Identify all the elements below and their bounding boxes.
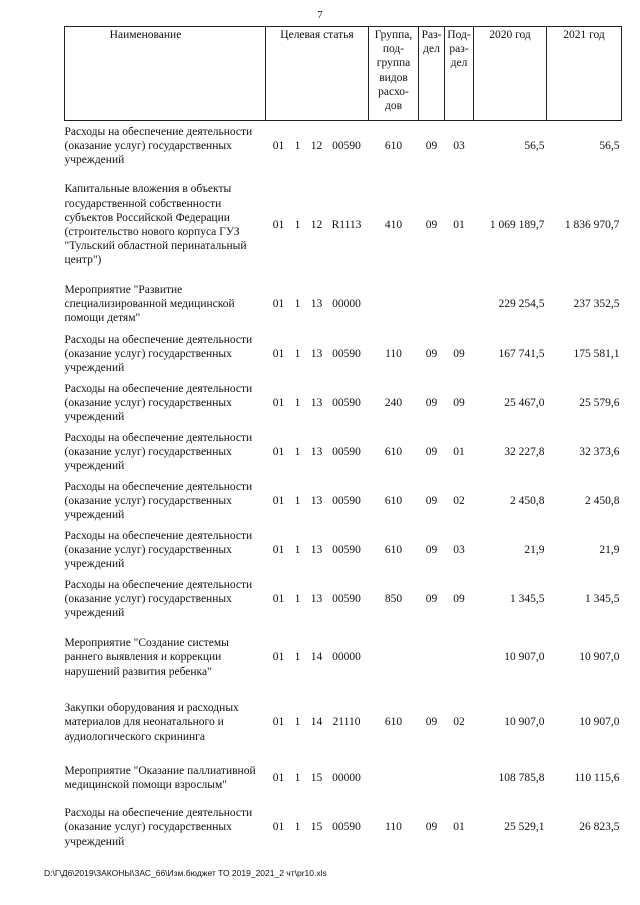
row-subsection: 03 (453, 543, 465, 556)
row-target-code (266, 803, 369, 853)
table-row (65, 692, 622, 754)
row-amount-2021: 175 581,1 (573, 347, 620, 360)
target-code-part: 01 (272, 140, 285, 153)
row-group (369, 754, 419, 803)
row-group: 610 (384, 494, 403, 507)
row-name: Мероприятие "Создание системы раннего выявления и коррекции нарушений развития ребенка" (64, 637, 229, 678)
row-target-code (266, 575, 369, 624)
target-code-part: 01 (272, 543, 285, 556)
row-amount-2021: 56,5 (599, 140, 620, 153)
row-section: 09 (425, 821, 438, 834)
row-name: Расходы на обеспечение деятельности (оказание услуг) государственных учреждений (64, 431, 253, 473)
target-code-part: 1 (294, 218, 301, 231)
target-code-part: 01 (272, 494, 285, 507)
row-target-code (266, 172, 369, 279)
row-target-code (266, 330, 369, 379)
target-code-part: 1 (294, 592, 301, 605)
row-name: Расходы на обеспечение деятельности (оказание услуг) государственных учреждений (64, 333, 253, 375)
row-section (419, 754, 445, 803)
row-target-code (266, 121, 369, 172)
target-code-part: 1 (294, 445, 301, 458)
row-subsection: 09 (453, 347, 465, 360)
row-amount-2021: 110 115,6 (574, 771, 620, 784)
target-code-part: 00590 (332, 396, 361, 409)
target-code-part: 01 (272, 651, 285, 664)
row-subsection: 02 (453, 716, 465, 729)
row-amount-2021: 25 579,6 (579, 396, 620, 409)
row-group: 240 (384, 396, 403, 409)
target-code-part: 1 (294, 140, 301, 153)
row-name: Мероприятие "Развитие специализированной медицинской помощи детям" (64, 283, 235, 325)
row-section: 09 (425, 494, 438, 507)
target-code-part: 14 (310, 716, 323, 729)
target-code-part: 1 (294, 494, 301, 507)
table-row (65, 330, 622, 379)
target-code-part: 13 (310, 494, 323, 507)
row-amount-2020: 2 450,8 (510, 494, 545, 507)
target-code-part: 1 (294, 651, 301, 664)
header-subsection: Под-раз-дел (445, 27, 474, 121)
target-code-part: 13 (310, 592, 323, 605)
row-group: 610 (384, 445, 403, 458)
target-code-part: 13 (310, 396, 323, 409)
header-section: Раз-дел (419, 27, 445, 121)
row-target-code (266, 428, 369, 477)
table-row (65, 477, 622, 526)
target-code-part: R1113 (331, 218, 362, 231)
header-name: Наименование (65, 27, 266, 121)
row-amount-2020: 10 907,0 (504, 651, 545, 664)
row-target-code (266, 754, 369, 803)
table-row (65, 754, 622, 803)
row-section: 09 (425, 140, 438, 153)
row-amount-2020: 56,5 (524, 140, 545, 153)
target-code-part: 1 (294, 771, 301, 784)
row-amount-2020: 229 254,5 (498, 297, 545, 310)
target-code-part: 00590 (332, 592, 361, 605)
target-code-part: 13 (310, 445, 323, 458)
target-code-part: 1 (294, 297, 301, 310)
row-group: 410 (384, 218, 403, 231)
row-amount-2021: 10 907,0 (579, 716, 620, 729)
table-row (65, 172, 622, 279)
target-code-part: 01 (272, 445, 285, 458)
budget-table (64, 26, 622, 853)
target-code-part: 00590 (332, 347, 361, 360)
row-name: Расходы на обеспечение деятельности (оказание услуг) государственных учреждений (64, 578, 253, 620)
target-code-part: 1 (294, 347, 301, 360)
row-section: 09 (425, 592, 438, 605)
table-row (65, 624, 622, 692)
target-code-part: 01 (272, 821, 285, 834)
row-target-code (266, 526, 369, 575)
target-code-part: 13 (310, 543, 323, 556)
row-group: 110 (385, 821, 402, 834)
row-target-code (266, 477, 369, 526)
row-amount-2021: 2 450,8 (585, 494, 620, 507)
row-amount-2020: 21,9 (524, 543, 545, 556)
row-section: 09 (425, 218, 438, 231)
target-code-part: 01 (272, 297, 285, 310)
row-amount-2020: 10 907,0 (504, 716, 545, 729)
row-name: Закупки оборудования и расходных материалов для неонатального и аудиологического скрининга (64, 702, 239, 743)
row-amount-2021: 21,9 (599, 543, 620, 556)
table-row (65, 575, 622, 624)
row-subsection: 01 (453, 218, 465, 231)
row-subsection (445, 279, 474, 330)
row-group: 610 (384, 543, 403, 556)
row-name: Мероприятие "Оказание паллиативной медицинской помощи взрослым" (64, 764, 256, 791)
row-section: 09 (425, 543, 438, 556)
row-group (369, 624, 419, 692)
row-section (419, 624, 445, 692)
row-amount-2020: 25 467,0 (504, 396, 545, 409)
target-code-part: 01 (272, 347, 285, 360)
target-code-part: 12 (310, 140, 323, 153)
row-name: Расходы на обеспечение деятельности (оказание услуг) государственных учреждений (64, 480, 253, 522)
table-row (65, 279, 622, 330)
row-subsection (445, 754, 474, 803)
row-subsection: 01 (453, 821, 465, 834)
header-year-2020: 2020 год (474, 27, 547, 121)
row-target-code (266, 379, 369, 428)
row-subsection: 03 (453, 140, 465, 153)
row-group: 850 (384, 592, 403, 605)
table-row (65, 428, 622, 477)
target-code-part: 00000 (332, 771, 361, 784)
row-section: 09 (425, 396, 438, 409)
row-amount-2021: 1 836 970,7 (564, 218, 620, 231)
row-amount-2020: 1 345,5 (510, 592, 545, 605)
target-code-part: 12 (310, 218, 323, 231)
row-name: Расходы на обеспечение деятельности (оказание услуг) государственных учреждений (64, 529, 253, 571)
row-group: 610 (384, 140, 403, 153)
target-code-part: 1 (294, 716, 301, 729)
row-amount-2021: 10 907,0 (579, 651, 620, 664)
row-target-code (266, 624, 369, 692)
row-target-code (266, 692, 369, 754)
row-amount-2020: 108 785,8 (498, 771, 545, 784)
file-path-footer: D:\Г\Д6\2019\ЗАКОНЫ\ЗАС_66\Изм.бюджет ТО 2019_2021_2 чт\pr10.xls (44, 868, 327, 878)
target-code-part: 15 (310, 771, 323, 784)
target-code-part: 1 (294, 396, 301, 409)
table-row (65, 803, 622, 853)
row-section: 09 (425, 347, 438, 360)
row-subsection: 02 (453, 494, 465, 507)
target-code-part: 00590 (332, 445, 361, 458)
row-amount-2021: 32 373,6 (579, 445, 620, 458)
table-row (65, 121, 622, 172)
target-code-part: 1 (294, 543, 301, 556)
target-code-part: 00000 (332, 297, 361, 310)
target-code-part: 13 (310, 347, 323, 360)
row-amount-2021: 1 345,5 (585, 592, 620, 605)
header-target: Целевая статья (266, 27, 369, 121)
target-code-part: 01 (272, 396, 285, 409)
target-code-part: 01 (272, 218, 285, 231)
table-row (65, 379, 622, 428)
row-amount-2021: 26 823,5 (579, 821, 620, 834)
row-amount-2020: 32 227,8 (504, 445, 545, 458)
row-section (419, 279, 445, 330)
row-name: Расходы на обеспечение деятельности (оказание услуг) государственных учреждений (64, 125, 253, 167)
target-code-part: 14 (310, 651, 323, 664)
target-code-part: 01 (272, 771, 285, 784)
row-target-code (266, 279, 369, 330)
target-code-part: 00000 (332, 651, 361, 664)
target-code-part: 13 (310, 297, 323, 310)
target-code-part: 00590 (332, 821, 361, 834)
target-code-part: 00590 (332, 494, 361, 507)
row-subsection (445, 624, 474, 692)
table-body (65, 121, 622, 853)
row-group (369, 279, 419, 330)
row-group: 610 (384, 716, 403, 729)
row-name: Капитальные вложения в объекты государственной собственности субъектов Российской Федерации (строительство нового корпуса ГУЗ "Тульский областной перинатальный центр") (64, 183, 247, 267)
target-code-part: 01 (272, 716, 285, 729)
row-section: 09 (425, 716, 438, 729)
table-header-row (65, 27, 622, 121)
target-code-part: 00590 (332, 543, 361, 556)
header-group: Группа, под-группа видов расхо-дов (369, 27, 419, 121)
row-subsection: 09 (453, 396, 465, 409)
row-group: 110 (385, 347, 402, 360)
row-amount-2020: 25 529,1 (504, 821, 545, 834)
target-code-part: 1 (294, 821, 301, 834)
target-code-part: 21110 (332, 716, 361, 729)
target-code-part: 01 (272, 592, 285, 605)
row-section: 09 (425, 445, 438, 458)
row-subsection: 09 (453, 592, 465, 605)
table-row (65, 526, 622, 575)
header-year-2021: 2021 год (547, 27, 622, 121)
row-name: Расходы на обеспечение деятельности (оказание услуг) государственных учреждений (64, 807, 253, 848)
row-amount-2021: 237 352,5 (573, 297, 620, 310)
row-amount-2020: 1 069 189,7 (489, 218, 545, 231)
row-amount-2020: 167 741,5 (498, 347, 545, 360)
target-code-part: 15 (310, 821, 323, 834)
page-number: 7 (317, 9, 323, 21)
row-subsection: 01 (453, 445, 465, 458)
target-code-part: 00590 (332, 140, 361, 153)
row-name: Расходы на обеспечение деятельности (оказание услуг) государственных учреждений (64, 382, 253, 424)
